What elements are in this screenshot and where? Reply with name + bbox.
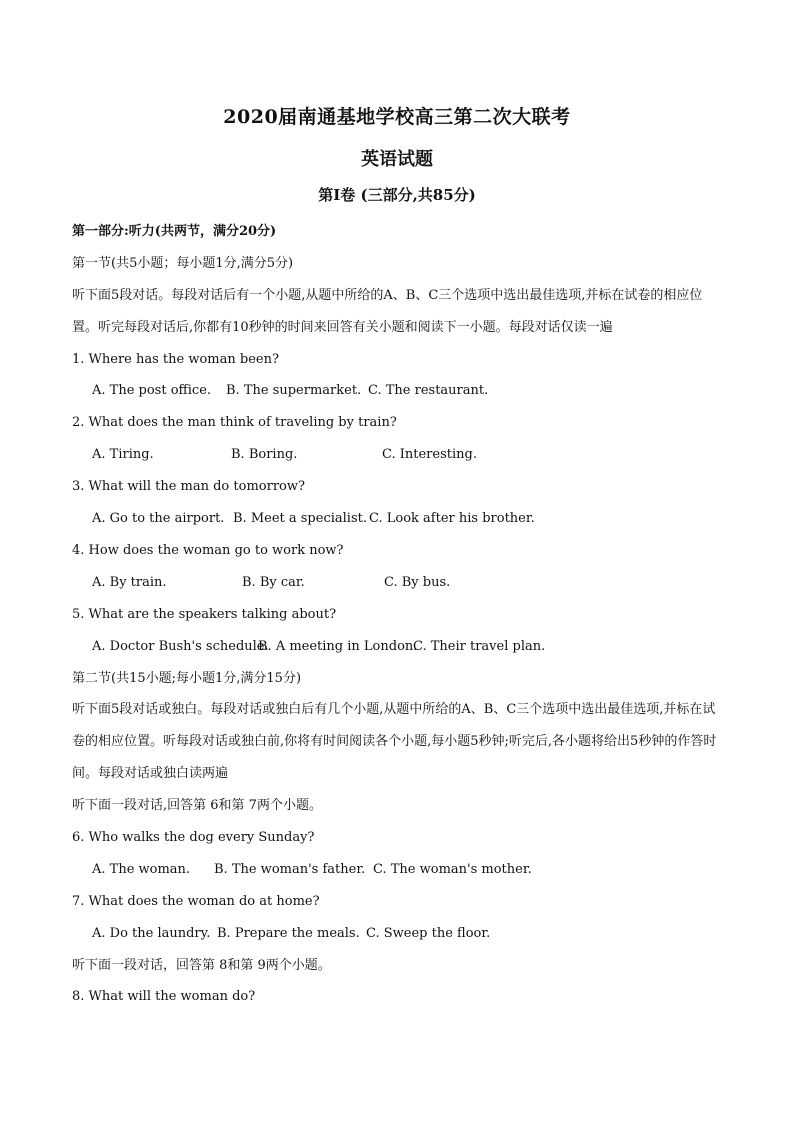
group2-intro: 听下面一段对话，回答第 8和第 9两个小题。	[72, 957, 331, 973]
section1-instructions: 听下面5段对话。每段对话后有一个小题,从题中所给的A、B、C三个选项中选出最佳选项,并标在试卷的相应位置。听完每段对话后,你都有10秒钟的时间来回答有关小题和阅读下一小题。每段对话仅读一遍	[72, 287, 703, 335]
option-a: A. Do the laundry.	[92, 925, 211, 941]
option-c: C. Their travel plan.	[413, 638, 546, 654]
question-options	[72, 854, 732, 886]
option-b: B. A meeting in London.	[258, 638, 418, 654]
option-b: B. The supermarket.	[226, 383, 362, 399]
option-c: C. Sweep the floor.	[366, 925, 491, 941]
option-a: A. Go to the airport.	[92, 511, 225, 527]
question-stem: 8. What will the woman do?	[72, 989, 256, 1005]
section2-heading: 第二节(共15小题;每小题1分,满分15分)	[72, 670, 302, 686]
option-a: A. Tiring.	[92, 447, 154, 463]
question-options	[72, 375, 732, 407]
exam-subtitle: 英语试题	[361, 149, 433, 170]
question-options	[72, 918, 732, 950]
question-stem: 5. What are the speakers talking about?	[72, 606, 337, 622]
option-c: C. Look after his brother.	[369, 511, 535, 527]
option-c: C. The woman's mother.	[373, 861, 532, 877]
option-a: A. Doctor Bush's schedule.	[92, 638, 269, 654]
option-a: A. The woman.	[92, 861, 191, 877]
section2-instructions: 听下面5段对话或独白。每段对话或独白后有几个小题,从题中所给的A、B、C三个选项中选出最佳选项,并标在试卷的相应位置。听每段对话或独白前,你将有时间阅读各个小题,每小题5秒钟;听完后,各小题将给出5秒钟的作答时间。每段对话或独白读两遍	[72, 702, 717, 782]
part1-heading: 第一部分:听力(共两节，满分20分)	[72, 224, 277, 239]
option-c: C. Interesting.	[382, 447, 477, 463]
option-a: A. By train.	[92, 574, 167, 590]
question-stem: 2. What does the man think of traveling by train?	[72, 415, 397, 431]
exam-title: 2020届南通基地学校高三第二次大联考	[223, 106, 571, 128]
volume-heading: 第I卷 (三部分,共85分)	[318, 186, 476, 204]
question-stem: 3. What will the man do tomorrow?	[72, 479, 305, 495]
question-stem: 6. Who walks the dog every Sunday?	[72, 830, 315, 845]
question-options	[72, 503, 732, 535]
question-options	[72, 439, 732, 471]
question-stem: 1. Where has the woman been?	[72, 351, 279, 367]
question-stem: 4. How does the woman go to work now?	[72, 542, 344, 558]
question-stem: 7. What does the woman do at home?	[72, 893, 320, 909]
option-b: B. The woman's father.	[214, 861, 366, 877]
option-b: B. Meet a specialist.	[233, 511, 367, 527]
option-b: B. Boring.	[231, 447, 298, 463]
option-b: B. Prepare the meals.	[217, 925, 360, 941]
question-options	[72, 631, 732, 663]
group1-intro: 听下面一段对话,回答第 6和第 7两个小题。	[72, 798, 322, 814]
section1-heading: 第一节(共5小题；每小题1分,满分5分)	[72, 255, 294, 271]
option-a: A. The post office.	[92, 383, 212, 399]
option-c: C. The restaurant.	[368, 383, 489, 399]
question-options	[72, 567, 732, 599]
exam-content	[72, 216, 732, 1013]
option-b: B. By car.	[242, 574, 305, 590]
option-c: C. By bus.	[384, 574, 451, 590]
